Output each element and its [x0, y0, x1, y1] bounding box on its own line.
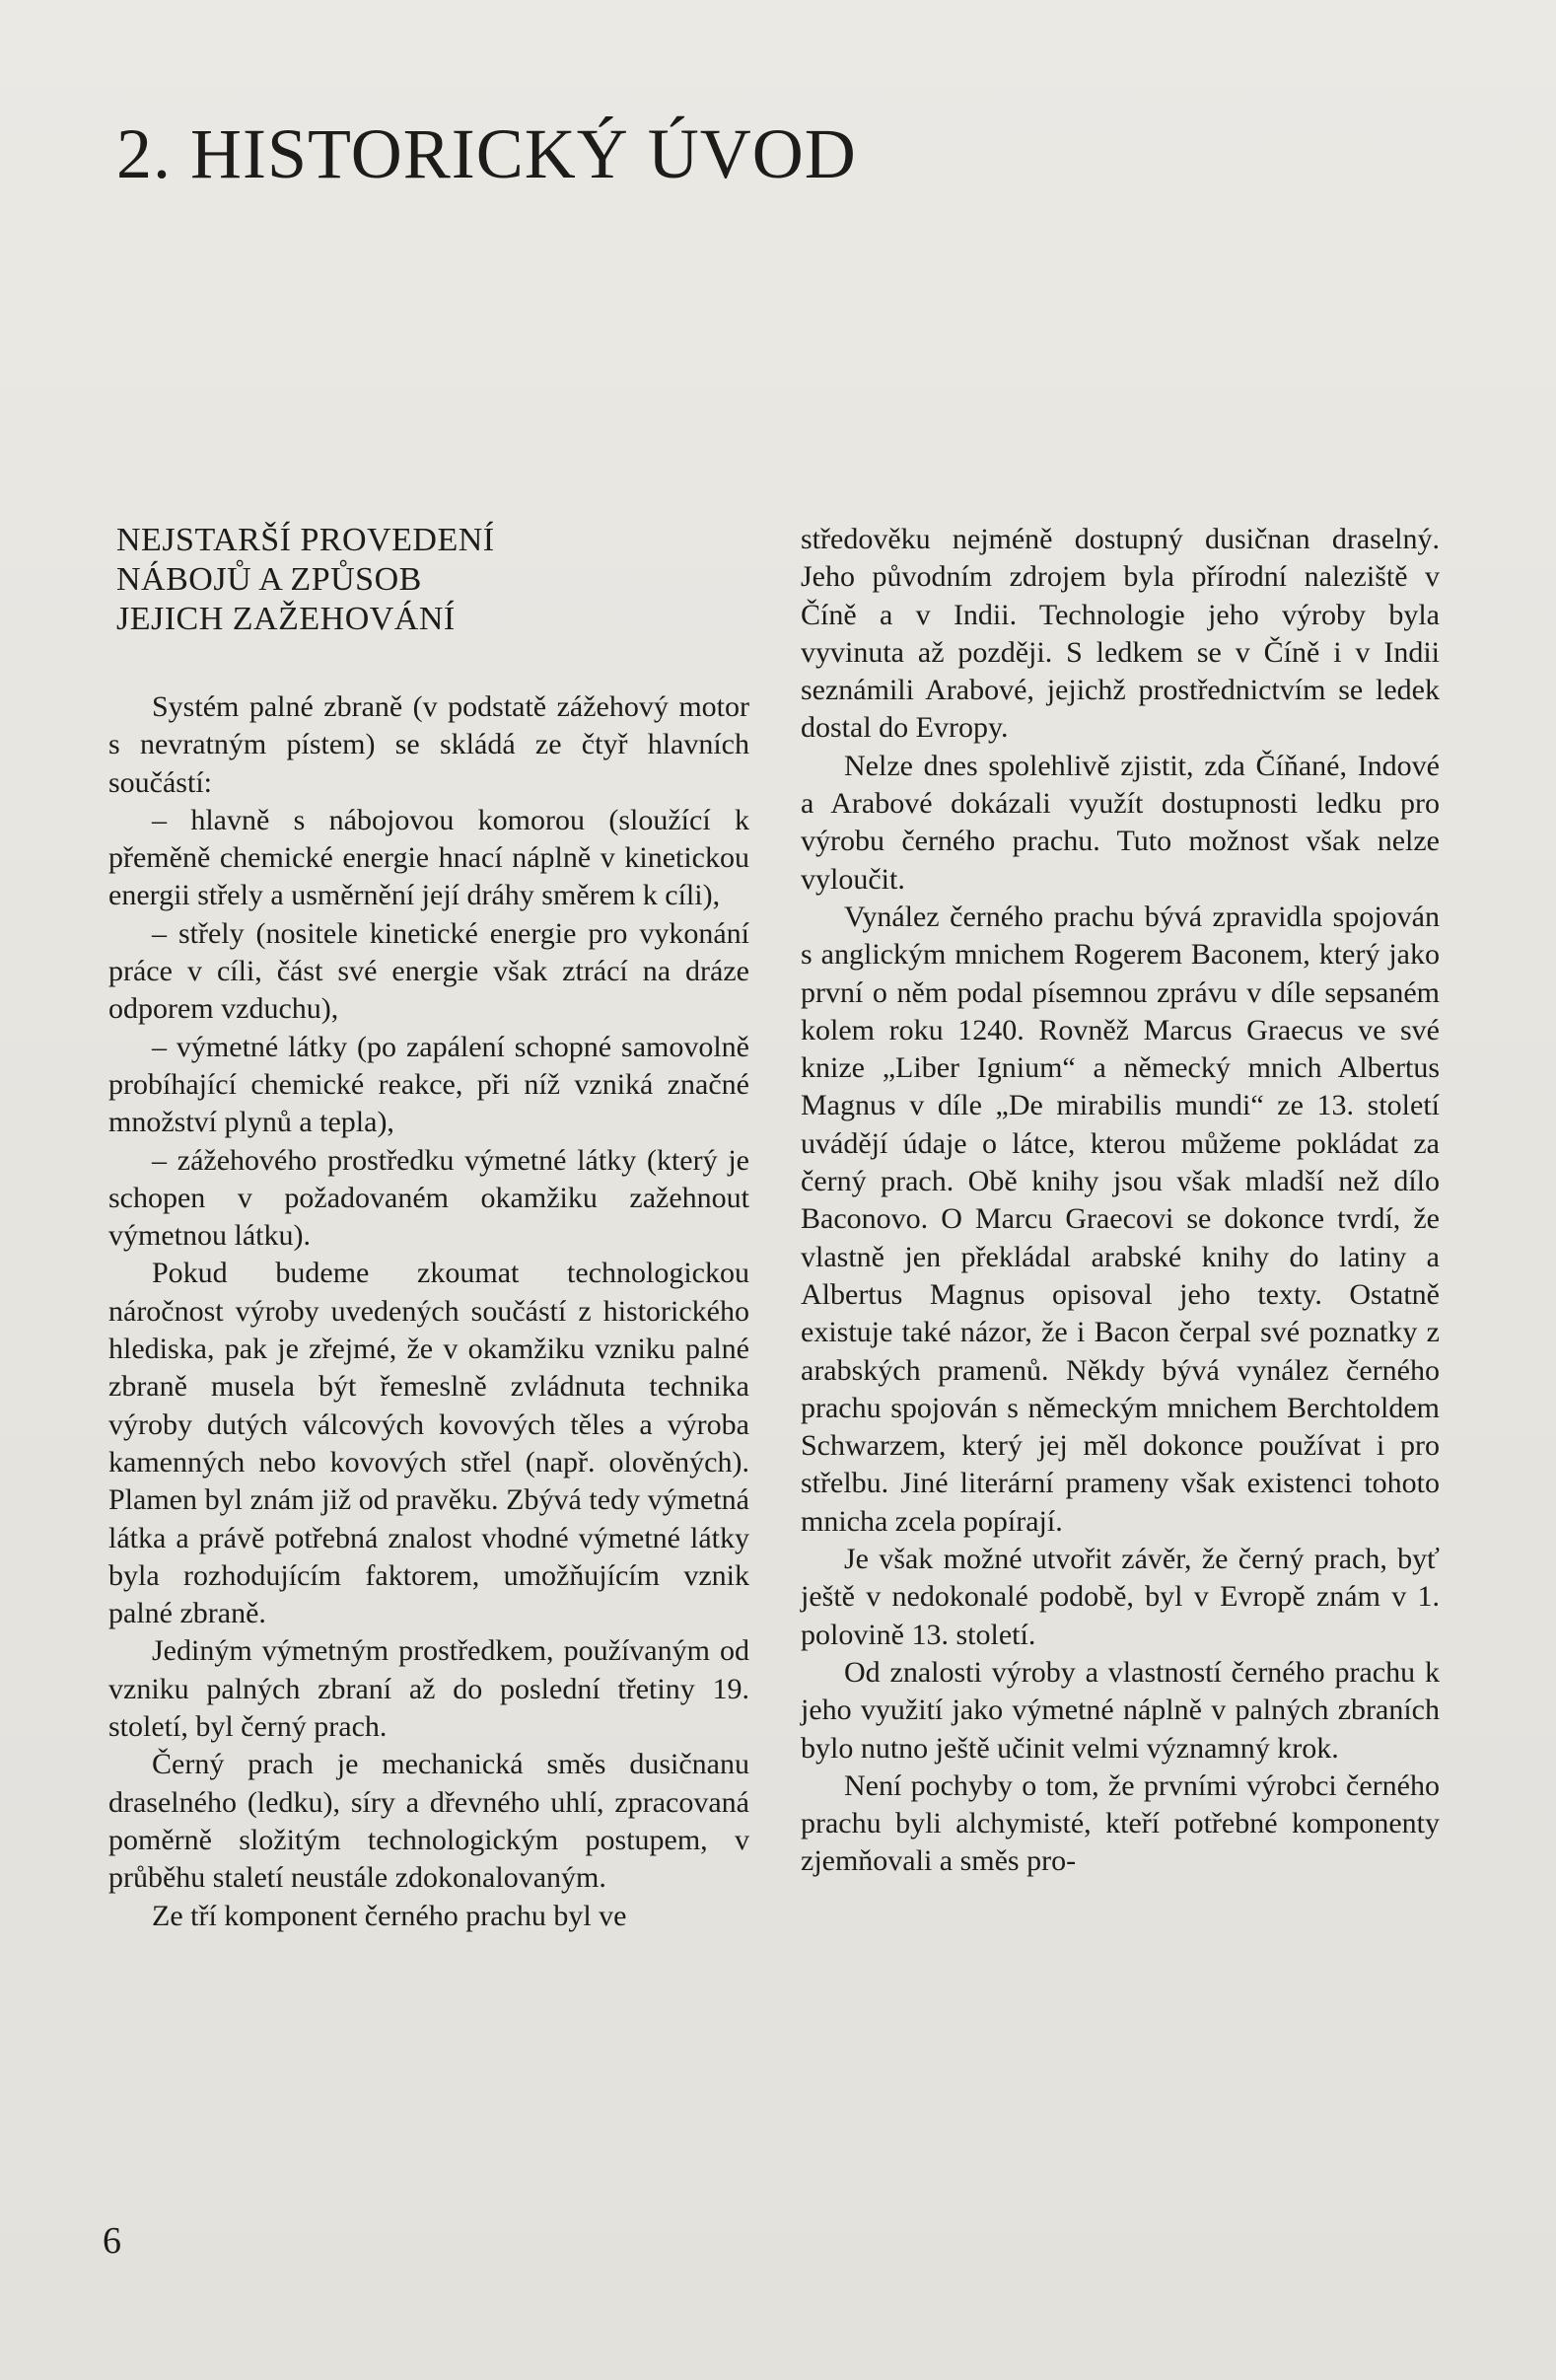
section-heading-line: NEJSTARŠÍ PROVEDENÍ [116, 522, 495, 558]
paragraph: Jediným výmetným prostředkem, používaným od vzniku palných zbraní až do poslední třetiny 19. století, byl černý prach. [108, 1634, 749, 1744]
paragraph: Pokud budeme zkoumat technologickou náročnost výroby uvedených součástí z historického hlediska, pak je zřejmé, že v okamžiku vzniku palné zbraně musela být řemeslně zvládnuta technika výroby dutých válcových kovových těles a výroba kamenných nebo kovových střel (např. olověných). Plamen byl znám již od pravěku. Zbývá tedy výmetná látka a právě potřebná znalost vhodné výmetné látky byla rozhodujícím faktorem, umožňujícím vznik palné zbraně. [108, 1257, 749, 1630]
section-heading-line: NÁBOJŮ A ZPŮSOB [116, 561, 422, 598]
list-item: – střely (nositele kinetické energie pro vykonání práce v cíli, část své energie však ztrácí na dráze odporem vzduchu), [108, 916, 749, 1026]
list-item: – hlavně s nábojovou komorou (sloužící k přeměně chemické energie hnací náplně v kinetickou energii střely a usměrnění její dráhy směrem k cíli), [108, 803, 749, 912]
paragraph: Od znalosti výroby a vlastností černého prachu k jeho využití jako výmetné náplně v palných zbraních bylo nutno ještě učinit velmi významný krok. [801, 1655, 1440, 1765]
paragraph: Není pochyby o tom, že prvními výrobci černého prachu byli alchymisté, kteří potřebné komponenty zjemňovali a směs pro- [801, 1768, 1440, 1878]
chapter-title: 2. HISTORICKÝ ÚVOD [116, 114, 857, 193]
paragraph: Vynález černého prachu bývá zpravidla spojován s anglickým mnichem Rogerem Baconem, který jako první o něm podal písemnou zprávu v díle sepsaném kolem roku 1240. Rovněž Marcus Graecus ve své knize „Liber Ignium“ a německý mnich Albertus Magnus v díle „De mirabilis mundi“ ze 13. století uvádějí údaje o látce, kterou můžeme pokládat za černý prach. Obě knihy jsou však mladší než dílo Baconovo. O Marcu Graecovi se dokonce tvrdí, že vlastně jen překládal arabské knihy do latiny a Albertus Magnus opisoval jeho texty. Ostatně existuje také názor, že i Bacon čerpal své poznatky z arabských pramenů. Někdy bývá vynález černého prachu spojován s německým mnichem Berchtoldem Schwarzem, který jej měl dokonce používat i pro střelbu. Jiné literární prameny však existenci tohoto mnicha zcela popírají. [801, 900, 1440, 1538]
page-number: 6 [103, 2220, 121, 2262]
section-heading-line: JEJICH ZAŽEHOVÁNÍ [116, 601, 456, 637]
section-heading [116, 521, 749, 639]
paragraph: Ze tří komponent černého prachu byl ve [152, 1899, 627, 1932]
paragraph: Systém palné zbraně (v podstatě zážehový motor s nevratným pístem) se skládá ze čtyř hlavních součástí: [108, 690, 749, 799]
paragraph: Je však možné utvořit závěr, že černý prach, byť ještě v nedokonalé podobě, byl v Evropě znám v 1. polovině 13. století. [801, 1543, 1440, 1651]
left-column [108, 521, 749, 1935]
list-item: – zážehového prostředku výmetné látky (který je schopen v požadovaném okamžiku zažehnout výmetnou látku). [108, 1143, 749, 1253]
right-column [801, 521, 1440, 1881]
paragraph: Černý prach je mechanická směs dusičnanu draselného (ledku), síry a dřevného uhlí, zpracovaná poměrně složitým technologickým postupem, v průběhu staletí neustále zdokonalovaným. [108, 1748, 749, 1895]
list-item: – výmetné látky (po zapálení schopné samovolně probíhající chemické reakce, při níž vzniká značné množství plynů a tepla), [108, 1030, 749, 1139]
paragraph: středověku nejméně dostupný dusičnan draselný. Jeho původním zdrojem byla přírodní naleziště v Číně a v Indii. Technologie jeho výroby byla vyvinuta až později. S ledkem se v Číně i v Indii seznámili Arabové, jejichž prostřednictvím se ledek dostal do Evropy. [801, 523, 1440, 745]
paragraph: Nelze dnes spolehlivě zjistit, zda Číňané, Indové a Arabové dokázali využít dostupnosti ledku pro výrobu černého prachu. Tuto možnost však nelze vyloučit. [801, 749, 1440, 896]
